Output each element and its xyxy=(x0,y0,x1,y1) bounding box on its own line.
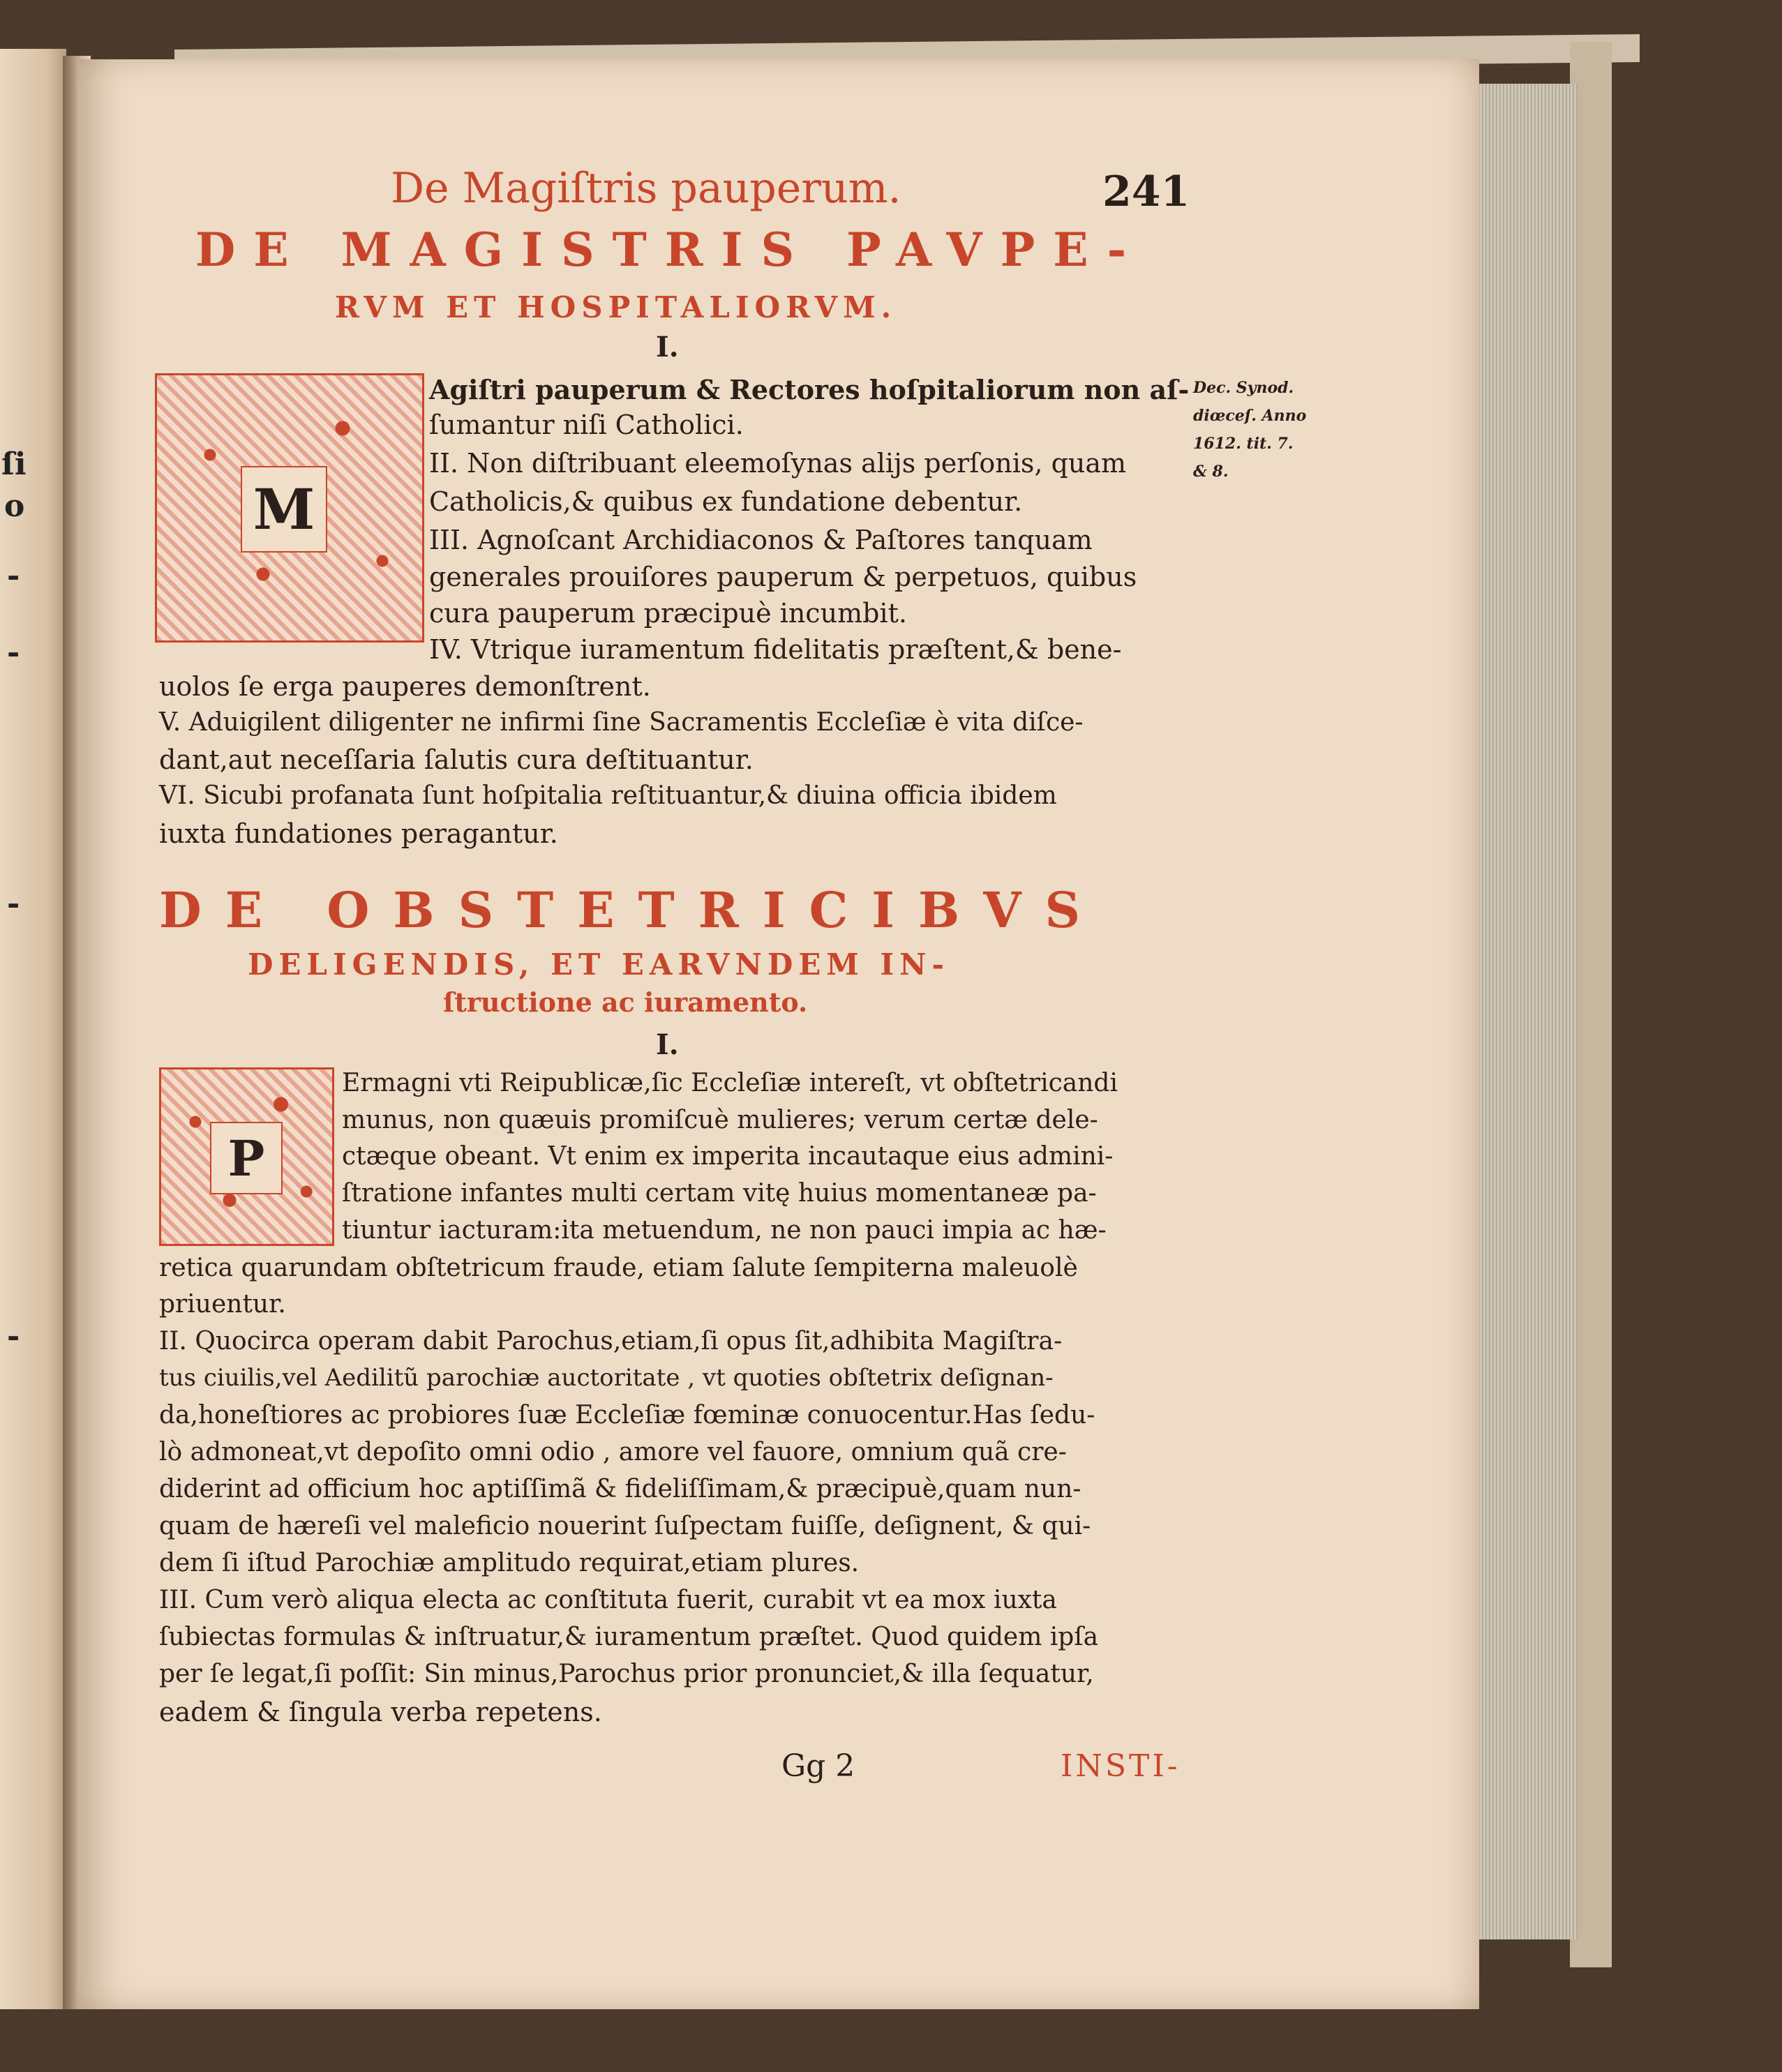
text-line: ſubiectas formulas & inſtruatur,& iuramentum præſtet. Quod quidem ipſa xyxy=(159,1623,1099,1651)
section1-heading-line2: RVM ET HOSPITALIORVM. xyxy=(335,290,897,324)
page-number: 241 xyxy=(1102,167,1190,216)
dropcap-letter: P xyxy=(210,1122,283,1194)
text-line: III. Cum verò aliqua electa ac conſtituta fuerit, curabit vt ea mox iuxta xyxy=(159,1586,1057,1614)
left-mark: - xyxy=(7,886,20,922)
text-line: per ſe legat,ſi poſſit: Sin minus,Parochus prior pronunciet,& illa ſequatur, xyxy=(159,1660,1094,1688)
dropcap-ornament xyxy=(155,373,424,643)
section2-heading-line3: ſtructione ac iuramento. xyxy=(443,986,808,1018)
text-line: munus, non quæuis promiſcuè mulieres; verum certæ dele- xyxy=(342,1106,1098,1134)
text-line: dant,aut neceſſaria ſalutis cura deſtituantur. xyxy=(159,744,754,775)
text-line: diderint ad officium hoc aptiſſimã & fideliſſimam,& præcipuè,quam nun- xyxy=(159,1475,1081,1503)
text-line: tiuntur iacturam:ita metuendum, ne non pauci impia ac hæ- xyxy=(342,1216,1107,1245)
marginal-note-line: 1612. tit. 7. xyxy=(1193,435,1294,453)
text-line: IV. Vtrique iuramentum fidelitatis præſtent,& bene- xyxy=(429,634,1122,665)
text-line: dem ſi iſtud Parochiæ amplitudo requirat,etiam plures. xyxy=(159,1549,860,1577)
section1-numeral: I. xyxy=(656,331,679,363)
text-line: ctæque obeant. Vt enim ex imperita incautaque eius admini- xyxy=(342,1142,1114,1171)
text-line: da,honeſtiores ac probiores ſuæ Eccleſiæ fœminæ conuocentur.Has ſedu- xyxy=(159,1401,1095,1429)
marginal-note-line: & 8. xyxy=(1193,463,1229,481)
text-line: ſtratione infantes multi certam vitę huius momentaneæ pa- xyxy=(342,1179,1097,1208)
signature-mark: Gg 2 xyxy=(781,1748,855,1784)
left-mark: - xyxy=(7,635,20,670)
text-line: Ermagni vti Reipublicæ,ſic Eccleſiæ intereſt, vt obſtetricandi xyxy=(342,1069,1118,1097)
text-line: III. Agnoſcant Archidiaconos & Paſtores tanquam xyxy=(429,525,1093,555)
text-line: II. Non diſtribuant eleemoſynas alijs perſonis, quam xyxy=(429,448,1127,479)
text-line: lò admoneat,vt depoſito omni odio , amore vel fauore, omnium quã cre- xyxy=(159,1438,1067,1466)
text-line: eadem & ſingula verba repetens. xyxy=(159,1697,602,1727)
text-line: generales prouiſores pauperum & perpetuos, quibus xyxy=(429,562,1137,592)
dropcap-ornament xyxy=(159,1067,334,1246)
marginal-note-line: diœceſ. Anno xyxy=(1193,407,1307,425)
text-line: uolos ſe erga pauperes demonſtrent. xyxy=(159,671,651,702)
text-line: quam de hæreſi vel maleficio nouerint ſuſpectam fuiſſe, deſignent, & qui- xyxy=(159,1512,1091,1540)
left-mark: ſi xyxy=(1,446,27,482)
text-line: cura pauperum præcipuè incumbit. xyxy=(429,598,907,629)
section1-heading-line1: DE MAGISTRIS PAVPE- xyxy=(195,223,1145,277)
section2-numeral: I. xyxy=(656,1028,679,1061)
text-line: retica quarundam obſtetricum fraude, etiam ſalute ſempiterna maleuolè xyxy=(159,1254,1078,1282)
text-line: tus ciuilis,vel Aedilitũ parochiæ auctoritate , vt quoties obſtetrix deſignan- xyxy=(159,1364,1054,1392)
text-line: priuentur. xyxy=(159,1290,286,1319)
section2-heading-line2: DELIGENDIS, ET EARVNDEM IN- xyxy=(248,947,950,982)
left-mark: - xyxy=(7,1319,20,1354)
text-line: Agiſtri pauperum & Rectores hoſpitaliorum non aſ- xyxy=(429,374,1190,405)
text-line: Catholicis,& quibus ex fundatione debentur. xyxy=(429,486,1023,517)
catchword: INSTI- xyxy=(1061,1748,1181,1784)
text-line: V. Aduigilent diligenter ne infirmi ſine Sacramentis Eccleſiæ è vita diſce- xyxy=(159,708,1084,737)
marginal-note-line: Dec. Synod. xyxy=(1193,379,1294,397)
left-page xyxy=(0,49,66,2009)
running-head-title: De Magiſtris pauperum. xyxy=(391,164,901,213)
section2-heading-line1: DE OBSTETRICIBVS xyxy=(159,881,1105,939)
text-line: iuxta fundationes peragantur. xyxy=(159,818,558,849)
text-line: ſumantur niſi Catholici. xyxy=(429,410,744,440)
left-mark: o xyxy=(4,488,25,524)
text-line: II. Quocirca operam dabit Parochus,etiam,ſi opus ſit,adhibita Magiſtra- xyxy=(159,1327,1063,1356)
text-line: VI. Sicubi profanata ſunt hoſpitalia reſtituantur,& diuina officia ibidem xyxy=(159,781,1057,810)
left-mark: - xyxy=(7,558,20,594)
dropcap-letter: M xyxy=(241,466,327,553)
